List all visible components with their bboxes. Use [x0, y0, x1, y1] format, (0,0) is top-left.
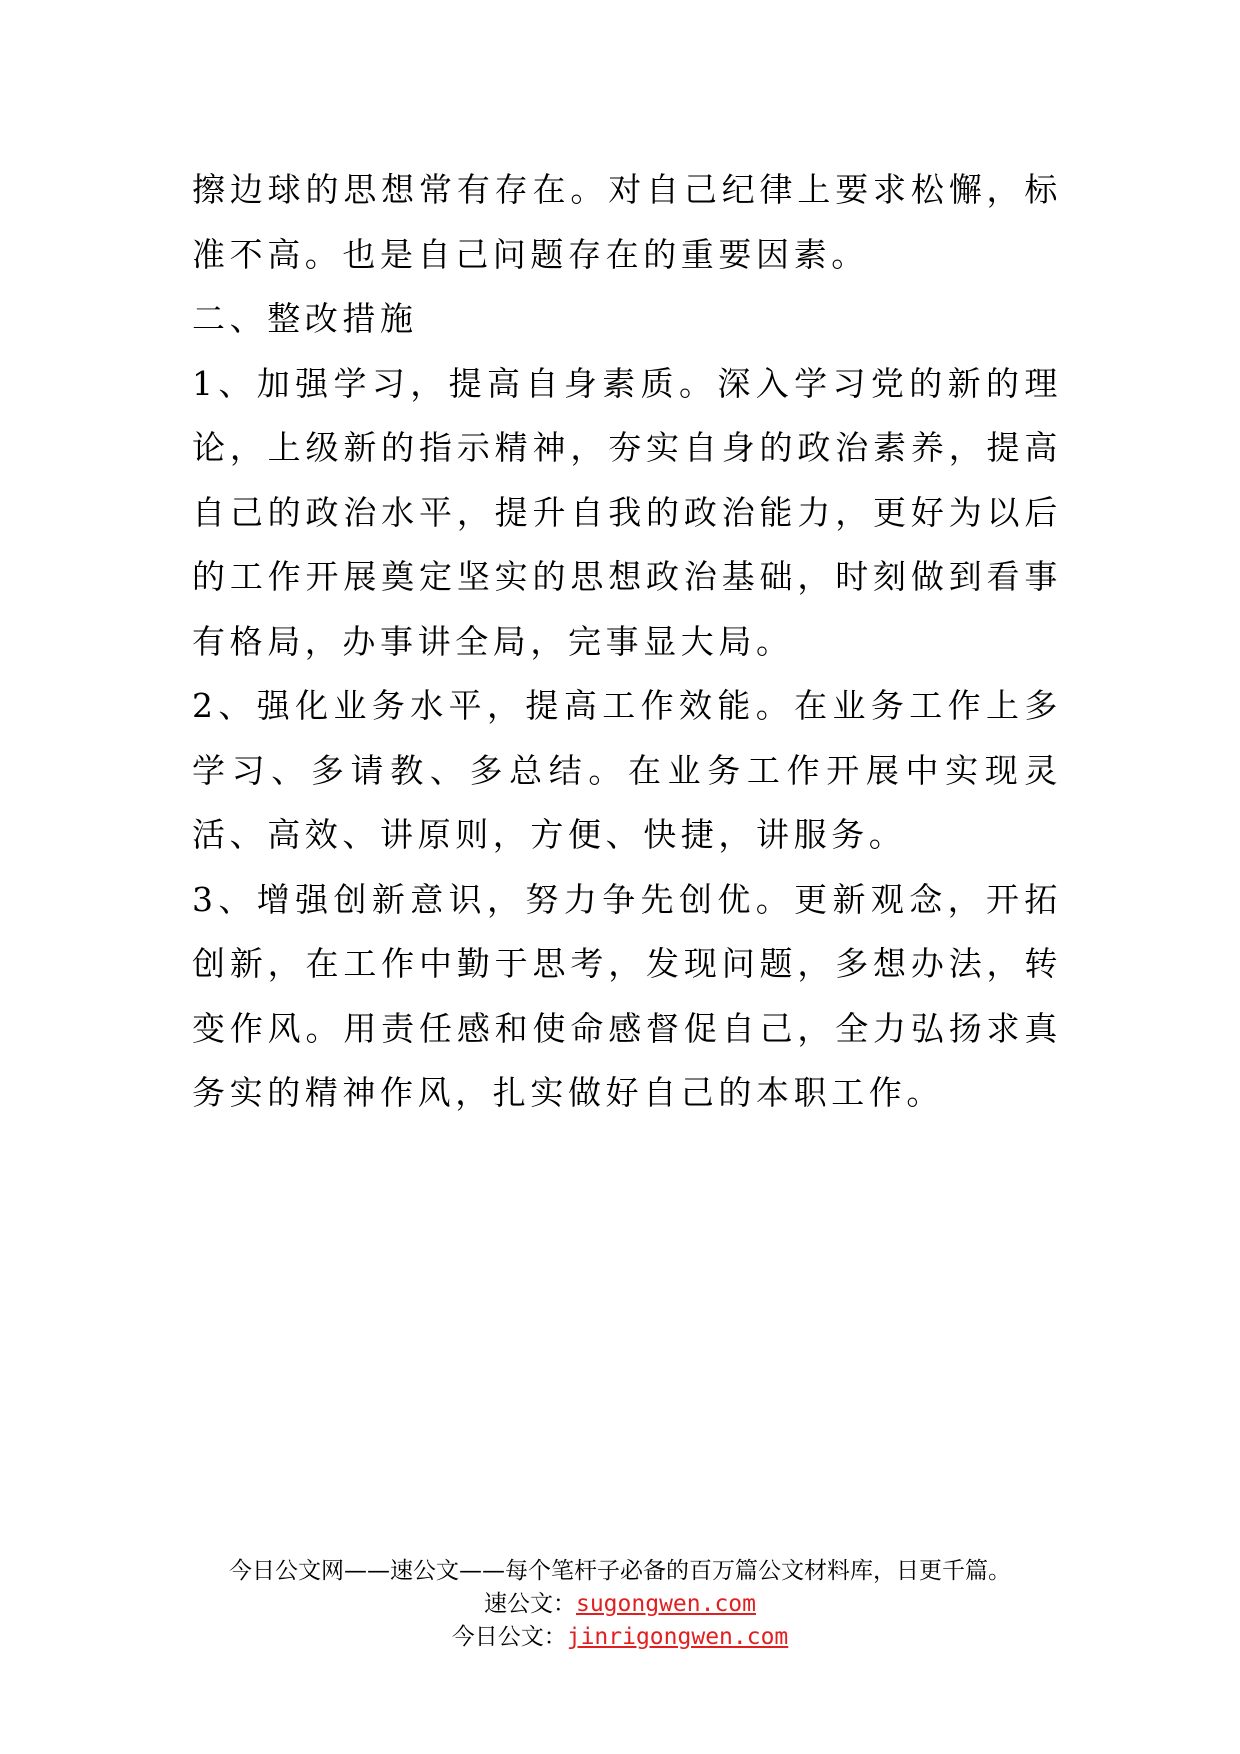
section-heading-rectification: 二、整改措施 — [192, 299, 418, 338]
footer-site2-label: 今日公文： — [451, 1624, 567, 1650]
document-body — [192, 158, 1062, 1126]
paragraph-continuation: 擦边球的思想常有存在。对自己纪律上要求松懈，标准不高。也是自己问题存在的重要因素。 — [192, 170, 1062, 274]
footer-site1-link[interactable]: sugongwen.com — [575, 1591, 756, 1617]
footer-site1 — [0, 1588, 1240, 1621]
footer-site2 — [0, 1621, 1240, 1654]
page-footer — [0, 1555, 1240, 1654]
paragraph-measure-3: 3、增强创新意识，努力争先创优。更新观念，开拓创新，在工作中勤于思考，发现问题，多想办法，转变作风。用责任感和使命感督促自己，全力弘扬求真务实的精神作风，扎实做好自己的本职工作。 — [192, 879, 1062, 1112]
footer-tagline: 今日公文网——速公文——每个笔杆子必备的百万篇公文材料库，日更千篇。 — [229, 1558, 1011, 1584]
footer-site1-label: 速公文： — [483, 1591, 576, 1617]
footer-site2-link[interactable]: jinrigongwen.com — [566, 1624, 789, 1650]
paragraph-measure-1: 1、加强学习，提高自身素质。深入学习党的新的理论，上级新的指示精神，夯实自身的政治素养，提高自己的政治水平，提升自我的政治能力，更好为以后的工作开展奠定坚实的思想政治基础，时刻做到看事有格局，办事讲全局，完事显大局。 — [192, 363, 1062, 661]
paragraph-measure-2: 2、强化业务水平，提高工作效能。在业务工作上多学习、多请教、多总结。在业务工作开展中实现灵活、高效、讲原则，方便、快捷，讲服务。 — [192, 686, 1062, 854]
